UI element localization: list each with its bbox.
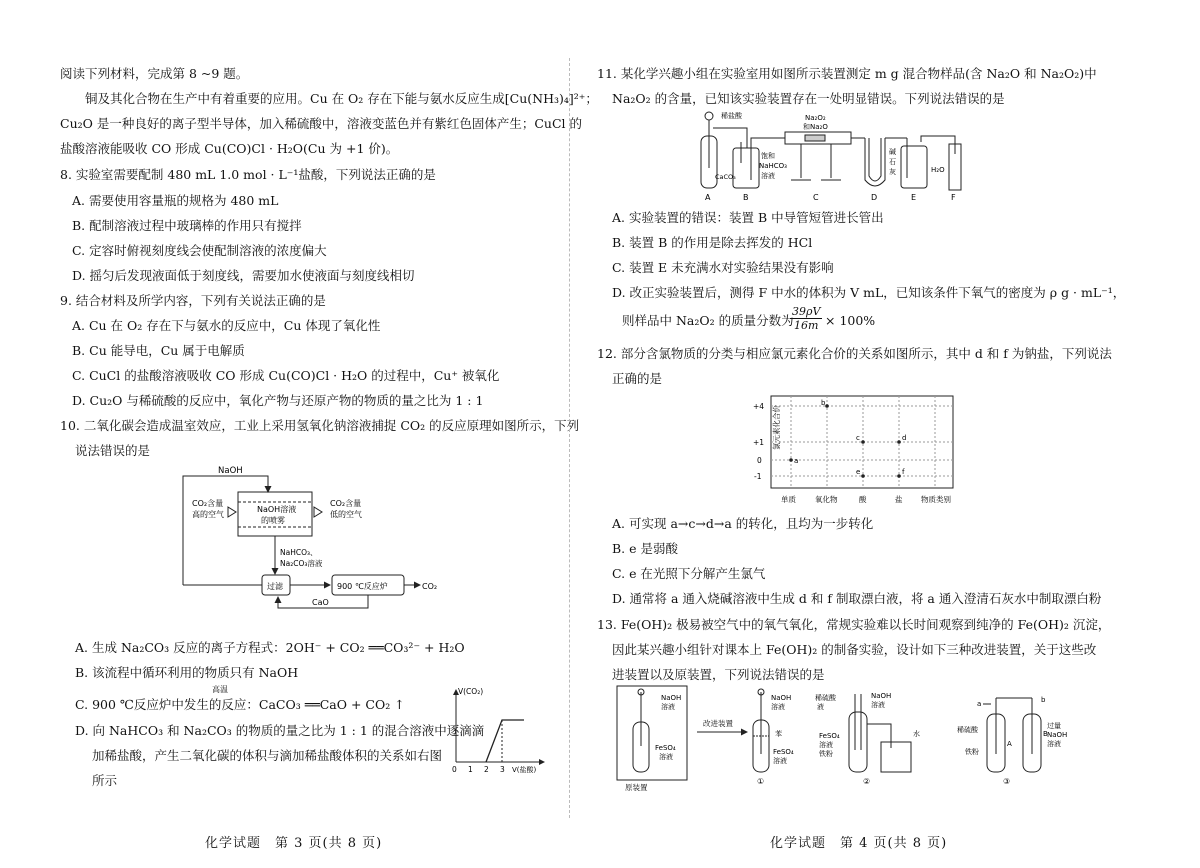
svg-text:NaOH: NaOH <box>871 692 892 700</box>
svg-text:灰: 灰 <box>889 168 896 176</box>
svg-text:铁粉: 铁粉 <box>965 748 979 756</box>
q13-stem-1: 13. Fe(OH)₂ 极易被空气中的氧气氧化，常规实验难以长时间观察到纯净的 Fe(OH)₂ 沉淀， <box>597 617 1111 632</box>
svg-text:水: 水 <box>913 730 920 738</box>
svg-text:2: 2 <box>484 765 489 774</box>
svg-text:H₂O: H₂O <box>931 166 945 174</box>
svg-text:D: D <box>871 193 878 202</box>
svg-text:b: b <box>1041 696 1046 704</box>
svg-text:E: E <box>911 193 917 202</box>
svg-text:②: ② <box>863 777 871 786</box>
q9-option-a: A. Cu 在 O₂ 存在下与氨水的反应中，Cu 体现了氧化性 <box>72 318 381 333</box>
svg-text:稀硫酸: 稀硫酸 <box>815 694 836 702</box>
svg-text:1: 1 <box>468 765 473 774</box>
svg-text:b: b <box>821 399 826 407</box>
q11-fraction-numerator: 39ρV <box>792 305 821 318</box>
svg-text:溶液: 溶液 <box>773 757 787 765</box>
svg-text:Na₂CO₃溶液: Na₂CO₃溶液 <box>280 559 323 568</box>
svg-text:饱和: 饱和 <box>761 152 775 160</box>
svg-text:F: F <box>951 193 956 202</box>
material-line-1: 铜及其化合物在生产中有着重要的应用。Cu 在 O₂ 存在下能与氨水反应生成[Cu(NH₃)₄]²⁺； <box>85 91 598 106</box>
svg-text:C: C <box>813 193 819 202</box>
svg-text:和Na₂O: 和Na₂O <box>803 123 828 131</box>
q10-option-d-3: 所示 <box>92 773 118 788</box>
q12-stem-2: 正确的是 <box>612 371 663 386</box>
q11-option-d-1: D. 改正实验装置后，测得 F 中水的体积为 V mL，已知该条件下氧气的密度为 ρ g · mL⁻¹， <box>612 285 1126 300</box>
svg-text:NaHCO₃: NaHCO₃ <box>759 162 787 170</box>
svg-text:低的空气: 低的空气 <box>330 510 362 519</box>
svg-text:①: ① <box>757 777 765 786</box>
page-3-footer: 化学试题 第 3 页(共 8 页) <box>205 836 383 851</box>
q11-option-b: B. 装置 B 的作用是除去挥发的 HCl <box>612 235 813 250</box>
q11-fraction <box>790 305 822 332</box>
svg-text:氧化物: 氧化物 <box>815 495 838 504</box>
naoh-label: NaOH <box>218 466 243 476</box>
svg-text:单质: 单质 <box>781 495 796 504</box>
chlorine-valence-chart <box>735 390 975 515</box>
svg-text:A: A <box>705 193 711 202</box>
svg-text:石: 石 <box>889 158 896 166</box>
q11-option-c: C. 装置 E 未充满水对实验结果没有影响 <box>612 260 834 275</box>
q12-option-c: C. e 在光照下分解产生氯气 <box>612 566 766 581</box>
q11-option-a: A. 实验装置的错误：装置 B 中导管短管进长管出 <box>612 210 884 225</box>
svg-text:NaOH: NaOH <box>661 694 682 702</box>
svg-text:+1: +1 <box>753 438 765 447</box>
q8-stem: 8. 实验室需要配制 480 mL 1.0 mol · L⁻¹盐酸，下列说法正确的是 <box>60 167 436 182</box>
svg-text:氯元素化合价: 氯元素化合价 <box>772 405 781 450</box>
co2-capture-diagram <box>170 462 460 612</box>
svg-text:溶液: 溶液 <box>1047 740 1061 748</box>
reactor-label: 900 ℃反应炉 <box>337 582 388 591</box>
q10-stem-2: 说法错误的是 <box>75 443 151 458</box>
q12-option-a: A. 可实现 a→c→d→a 的转化，且均为一步转化 <box>612 516 874 531</box>
svg-text:+4: +4 <box>753 402 765 411</box>
svg-text:CO₂含量: CO₂含量 <box>192 499 224 508</box>
q10-option-d-1: D. 向 NaHCO₃ 和 Na₂CO₃ 的物质的量之比为 1 : 1 的混合溶液中逐滴滴 <box>75 723 485 738</box>
q11-fraction-denominator: 16m <box>793 319 819 332</box>
svg-text:A: A <box>1007 740 1012 748</box>
q12-option-d: D. 通常将 a 通入烧碱溶液中生成 d 和 f 制取漂白液，将 a 通入澄清石灰水中制取漂白粉 <box>612 591 1102 606</box>
svg-text:溶液: 溶液 <box>659 753 673 761</box>
svg-text:FeSO₄: FeSO₄ <box>655 744 676 752</box>
svg-text:NaOH: NaOH <box>771 694 792 702</box>
q8-option-d: D. 摇匀后发现液面低于刻度线，需要加水使液面与刻度线相切 <box>72 268 415 283</box>
q12-option-b: B. e 是弱酸 <box>612 541 679 556</box>
svg-text:苯: 苯 <box>775 730 782 738</box>
svg-text:溶液: 溶液 <box>661 703 675 711</box>
page-4-footer: 化学试题 第 4 页(共 8 页) <box>770 836 948 851</box>
q9-option-b: B. Cu 能导电，Cu 属于电解质 <box>72 343 245 358</box>
svg-text:盐: 盐 <box>895 495 903 504</box>
co2-volume-graph <box>440 686 550 778</box>
q13-stem-2: 因此某兴趣小组针对课本上 Fe(OH)₂ 的制备实验，设计如下三种改进装置，关于这些改 <box>612 642 1097 657</box>
q9-stem: 9. 结合材料及所学内容，下列有关说法正确的是 <box>60 293 326 308</box>
svg-text:B: B <box>743 193 749 202</box>
svg-text:酸: 酸 <box>859 495 867 504</box>
svg-text:碱: 碱 <box>889 148 896 156</box>
svg-text:原装置: 原装置 <box>625 783 648 792</box>
svg-text:FeSO₄: FeSO₄ <box>773 748 794 756</box>
material-line-3: 盐酸溶液能吸收 CO 形成 Cu(CO)Cl · H₂O(Cu 为 +1 价)。 <box>60 141 399 156</box>
svg-text:稀硫酸: 稀硫酸 <box>957 726 978 734</box>
svg-text:V(CO₂): V(CO₂) <box>458 687 484 696</box>
page-3 <box>0 0 598 868</box>
svg-text:铁粉: 铁粉 <box>819 750 833 758</box>
q11-stem-1: 11. 某化学兴趣小组在实验室用如图所示装置测定 m g 混合物样品(含 Na₂O 和 Na₂O₂)中 <box>597 66 1097 81</box>
q10-stem-1: 10. 二氧化碳会造成温室效应，工业上采用氢氧化钠溶液捕捉 CO₂ 的反应原理如图所示，下列 <box>60 418 580 433</box>
q10-option-d-2: 加稀盐酸，产生二氧化碳的体积与滴加稀盐酸体积的关系如右图 <box>92 748 443 763</box>
q10-option-b: B. 该流程中循环利用的物质只有 NaOH <box>75 665 299 680</box>
q10-option-c: C. 900 ℃反应炉中发生的反应：CaCO₃ ══CaO + CO₂ ↑ <box>75 697 405 712</box>
feoh2-apparatus-diagram <box>613 684 1083 794</box>
material-line-2: Cu₂O 是一种良好的离子型半导体，加入稀硫酸中，溶液变蓝色并有紫红色固体产生；CuCl 的 <box>60 116 582 131</box>
svg-text:0: 0 <box>757 456 762 465</box>
svg-text:CaO: CaO <box>312 598 329 607</box>
svg-text:3: 3 <box>500 765 505 774</box>
q10-high-temp-condition: 高温 <box>212 685 228 694</box>
svg-text:溶液: 溶液 <box>871 701 885 709</box>
svg-text:CaCO₃: CaCO₃ <box>715 173 736 181</box>
q11-formula-tail: × 100% <box>825 313 876 328</box>
q11-option-d-2: 则样品中 Na₂O₂ 的质量分数为 <box>622 313 794 328</box>
svg-text:溶液: 溶液 <box>819 741 833 749</box>
svg-text:CO₂: CO₂ <box>422 582 438 591</box>
svg-text:d: d <box>902 434 907 442</box>
q9-option-d: D. Cu₂O 与稀硫酸的反应中，氧化产物与还原产物的物质的量之比为 1 : 1 <box>72 393 484 408</box>
q8-option-b: B. 配制溶液过程中玻璃棒的作用只有搅拌 <box>72 218 302 233</box>
q10-option-a: A. 生成 Na₂CO₃ 反应的离子方程式：2OH⁻ + CO₂ ══CO₃²⁻ + H₂O <box>75 640 465 655</box>
filter-label: 过滤 <box>267 582 283 591</box>
svg-text:NaHCO₃、: NaHCO₃、 <box>280 548 318 557</box>
q11-stem-2: Na₂O₂ 的含量，已知该实验装置存在一处明显错误。下列说法错误的是 <box>612 91 1005 106</box>
svg-text:a: a <box>977 700 982 708</box>
svg-text:NaOH: NaOH <box>1047 731 1068 739</box>
q12-stem-1: 12. 部分含氯物质的分类与相应氯元素化合价的关系如图所示，其中 d 和 f 为钠盐，下列说法 <box>597 346 1112 361</box>
svg-text:③: ③ <box>1003 777 1011 786</box>
svg-text:液: 液 <box>817 703 824 711</box>
svg-text:a: a <box>794 457 799 465</box>
reading-intro: 阅读下列材料，完成第 8 ~9 题。 <box>60 66 249 81</box>
svg-text:Na₂O₂: Na₂O₂ <box>805 114 826 122</box>
svg-text:溶液: 溶液 <box>761 172 775 180</box>
svg-text:FeSO₄: FeSO₄ <box>819 732 840 740</box>
svg-text:稀盐酸: 稀盐酸 <box>721 112 742 120</box>
svg-text:NaOH溶液: NaOH溶液 <box>257 505 297 514</box>
svg-text:e: e <box>856 468 861 476</box>
svg-text:-1: -1 <box>754 472 762 481</box>
svg-text:c: c <box>856 434 860 442</box>
svg-text:高的空气: 高的空气 <box>192 510 224 519</box>
svg-text:CO₂含量: CO₂含量 <box>330 499 362 508</box>
page-4 <box>575 0 1200 868</box>
svg-text:B: B <box>1043 730 1048 738</box>
svg-text:物质类别: 物质类别 <box>921 495 951 504</box>
svg-text:f: f <box>902 468 905 476</box>
improve-label: 改进装置 <box>703 719 733 728</box>
page-divider <box>569 58 570 818</box>
svg-text:过量: 过量 <box>1047 722 1061 730</box>
q8-option-c: C. 定容时俯视刻度线会使配制溶液的浓度偏大 <box>72 243 327 258</box>
q8-option-a: A. 需要使用容量瓶的规格为 480 mL <box>72 193 279 208</box>
q13-stem-3: 进装置以及原装置，下列说法错误的是 <box>612 667 825 682</box>
svg-text:溶液: 溶液 <box>771 703 785 711</box>
na2o2-apparatus-diagram <box>693 108 993 203</box>
svg-text:0: 0 <box>452 765 457 774</box>
svg-text:V(盐酸): V(盐酸) <box>512 766 537 774</box>
q9-option-c: C. CuCl 的盐酸溶液吸收 CO 形成 Cu(CO)Cl · H₂O 的过程中，Cu⁺ 被氧化 <box>72 368 500 383</box>
svg-text:的喷雾: 的喷雾 <box>261 516 285 525</box>
